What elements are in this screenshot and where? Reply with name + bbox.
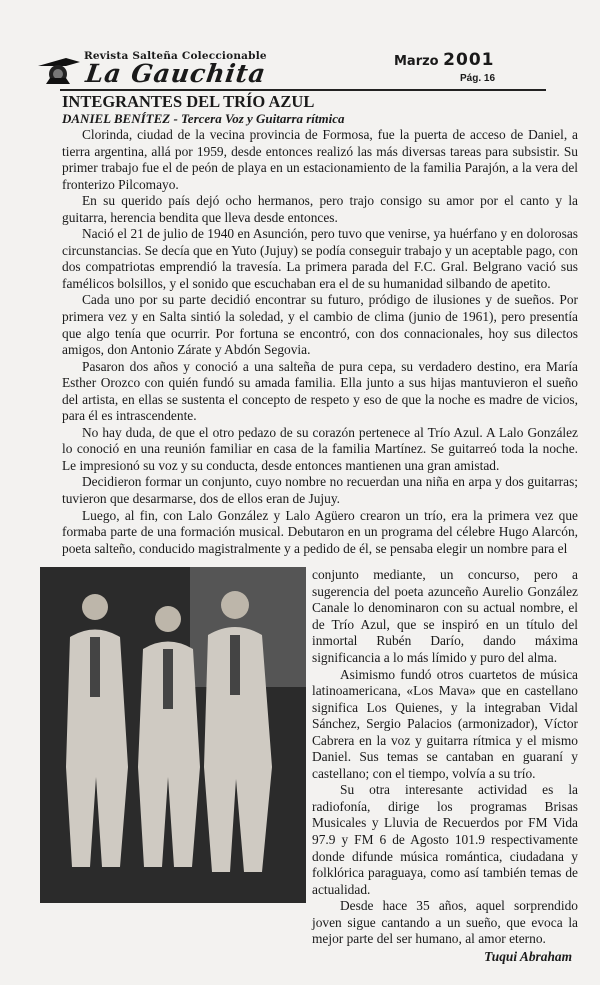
- issue-month: Marzo: [394, 54, 439, 69]
- paragraph: Luego, al fin, con Lalo González y Lalo Agüero crearon un trío, era la primera vez que formaba parte de una formación musical. Debutaron en un programa del célebre Hugo Alarcón, poeta salteño, conducido magistralmente y a pedido de él, se pensaba elegir un nombre para el: [62, 507, 578, 556]
- paragraph: Su otra interesante actividad es la radiofonía, dirige los programas Brisas Musicales y Lluvia de Recuerdos por FM Vida 97.9 y FM 6 de Agosto 101.9 respectivamente donde difunde música romántica, ciudadana y folklórica paraguaya, como así también temas de actualidad.: [312, 782, 578, 897]
- paragraph: Decidieron formar un conjunto, cuyo nombre no recuerdan una niña en arpa y dos guitarras; tuvieron que desarmarse, dos de ellos eran de Jujuy.: [62, 474, 578, 507]
- photo-and-column: [40, 567, 578, 965]
- issue-date: [394, 50, 494, 70]
- paragraph: Clorinda, ciudad de la vecina provincia de Formosa, fue la puerta de acceso de Daniel, a tierra argentina, allá por 1959, desde entonces realizó las más diversas tareas para subsistir. Su primer trabajo fue el de peón de playa en un estacionamiento de la familia Parajón, a la vera del fronterizo Pilcomayo.: [62, 127, 578, 192]
- paragraph: Cada uno por su parte decidió encontrar su futuro, pródigo de ilusiones y de sueños. Por primera vez y en Salta sintió la soledad, y el cambio de clima (junio de 1961), pero presentía que algo tenía que ocurrir. Por fortuna se encontró, con dos connacionales, hoy sus dilectos amigos, don Antonio Zárate y Abdón Segovia.: [62, 292, 578, 358]
- magazine-name: La Gauchita: [83, 59, 268, 88]
- paragraph: Nació el 21 de julio de 1940 en Asunción, pero tuvo que venirse, ya huérfano y en dolorosas circunstancias. Se decía que en Yuto (Jujuy) se podía conseguir trabajo y un aceptable pago, con dos compatriotas emprendió la travesía. La primera parada del F.C. Gral. Belgrano vació sus famélicos bolsillos, y el sonido que escuchaban era el de su humanidad silbando de apetito.: [62, 226, 578, 291]
- masthead: [0, 0, 600, 93]
- paragraph: Pasaron dos años y conoció a una salteña de pura cepa, su verdadero destino, era María Esther Orozco con quién fundó su amada familia. Ella junto a sus hijas mantuvieron el sueño del artista, en ellas se sustenta el concepto de respeto y eso de que la noche es madre de vicios, para él es intrascendente.: [62, 358, 578, 424]
- trio-photo: [40, 567, 306, 903]
- paragraph: En su querido país dejó ocho hermanos, pero trajo consigo su amor por el canto y la guitarra, herencia bendita que lleva desde entonces.: [62, 193, 578, 225]
- magazine-tagline: Revista Salteña Coleccionable: [84, 50, 267, 62]
- paragraph: conjunto mediante, un concurso, pero a sugerencia del poeta azunceño Aurelio González Canale lo denominaron con su actual nombre, el de Trío Azul, que se inspiró en un título del inmortal Rubén Darío, dando máxima significancia a lo más límido y puro del alma.: [312, 567, 578, 665]
- page-number: Pág. 16: [460, 73, 496, 84]
- article-title: INTEGRANTES DEL TRÍO AZUL: [62, 92, 315, 111]
- article-author: Tuqui Abraham: [484, 948, 572, 964]
- article: [62, 93, 578, 985]
- gaucho-logo-icon: [36, 54, 82, 88]
- paragraph: Desde hace 35 años, aquel sorprendido joven sigue cantando a un sueño, que evoca la mejor parte del ser humano, al amor eterno.: [312, 898, 578, 947]
- paragraph: No hay duda, de que el otro pedazo de su corazón pertenece al Trío Azul. A Lalo González lo conoció en una reunión familiar en casa de la familia Martínez. Se guitarreó toda la noche. Le impresionó su voz y su conducta, desde entonces mantienen una gran amistad.: [62, 424, 578, 473]
- header-divider: [60, 89, 546, 91]
- article-subtitle: DANIEL BENÍTEZ - Tercera Voz y Guitarra rítmica: [62, 111, 345, 126]
- issue-year: 2001: [443, 50, 495, 70]
- paragraph: Asimismo fundó otros cuartetos de música latinoamericana, «Los Mava» que en castellano significa Los Quienes, y la integraban Vidal Sánchez, Sergio Palacios (armonizador), Víctor Cabrera en la voz y guitarra rítmica y el mismo Daniel. Sus temas se cantaban en guaraní y castellano; con el tiempo, volvía a su trío.: [312, 666, 578, 781]
- article-body: [62, 127, 578, 557]
- article-column: [312, 567, 578, 965]
